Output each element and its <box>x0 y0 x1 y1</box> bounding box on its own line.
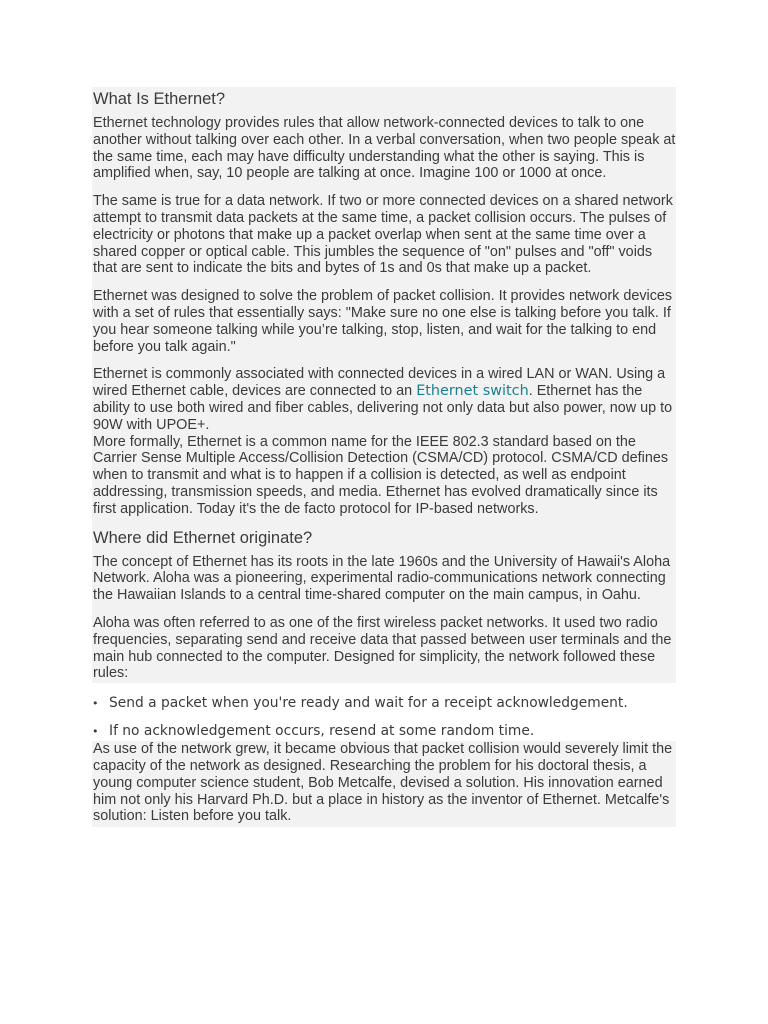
section-heading-ethernet-origin: Where did Ethernet originate? <box>93 528 313 547</box>
paragraph-text: Ethernet is commonly associated with connected devices in a wired LAN or WAN. Using a wired Ethernet cable, devices are connected to an <box>93 366 666 400</box>
paragraph-text: . Ethernet has the ability to use both wired and fiber cables, delivering not only data but also power, now up to 90W with UPOE+. <box>93 383 673 433</box>
article <box>92 87 676 827</box>
network-rules-list <box>92 695 676 740</box>
paragraph: The concept of Ethernet has its roots in the late 1960s and the University of Hawaii's Aloha Network. Aloha was a pioneering, experimental radio-communications network connecting the Hawaiian Islands to a central time-shared computer on the main campus, in Oahu. <box>93 553 671 604</box>
paragraph: As use of the network grew, it became obvious that packet collision would severely limit the capacity of the network as designed. Researching the problem for his doctoral thesis, a young computer science student, Bob Metcalfe, devised a solution. His innovation earned him not only his Harvard Ph.D. but a place in history as the inventor of Ethernet. Metcalfe's solution: Listen before you talk. <box>93 741 673 825</box>
bullet-icon: • <box>92 697 99 711</box>
paragraph: Aloha was often referred to as one of the first wireless packet networks. It used two radio frequencies, separating send and receive data that passed between user terminals and the main hub connected to the computer. Designed for simplicity, the network followed these rules: <box>93 614 672 682</box>
paragraph: More formally, Ethernet is a common name for the IEEE 802.3 standard based on the Carrier Sense Multiple Access/Collision Detection (CSMA/CD) protocol. CSMA/CD defines when to transmit and what is to happen if a collision is detected, as well as endpoint addressing, transmission speeds, and media. Ethernet has evolved dramatically since its first application. Today it's the de facto protocol for IP-based networks. <box>93 433 669 517</box>
paragraph-with-link <box>93 366 676 433</box>
section-heading-what-is-ethernet: What Is Ethernet? <box>93 90 226 108</box>
list-item <box>92 695 676 712</box>
list-item <box>92 723 676 740</box>
paragraph: Ethernet was designed to solve the problem of packet collision. It provides network devices with a set of rules that essentially says: "Make sure no one else is talking before you talk. If you hear someone talking while you’re talking, stop, listen, and wait for the talking to end before you talk again." <box>93 288 673 355</box>
article-body-panel <box>92 87 676 683</box>
closing-panel <box>92 741 676 827</box>
paragraph: The same is true for a data network. If two or more connected devices on a shared network attempt to transmit data packets at the same time, a packet collision occurs. The pulses of electricity or photons that make up a packet overlap when sent at the same time over a shared copper or optical cable. This jumbles the sequence of "on" pulses and "off" voids that are sent to indicate the bits and bytes of 1s and 0s that make up a packet. <box>93 193 673 277</box>
paragraph: Ethernet technology provides rules that allow network-connected devices to talk to one another without talking over each other. In a verbal conversation, when two people speak at the same time, each may have difficulty understanding what the other is saying. This is amplified when, say, 10 people are talking at once. Imagine 100 or 1000 at once. <box>93 115 676 182</box>
list-item-text: Send a packet when you're ready and wait for a receipt acknowledgement. <box>109 695 628 712</box>
ethernet-switch-link[interactable]: Ethernet switch <box>416 383 529 400</box>
list-item-text: If no acknowledgement occurs, resend at some random time. <box>109 723 535 740</box>
bullet-icon: • <box>92 725 99 739</box>
